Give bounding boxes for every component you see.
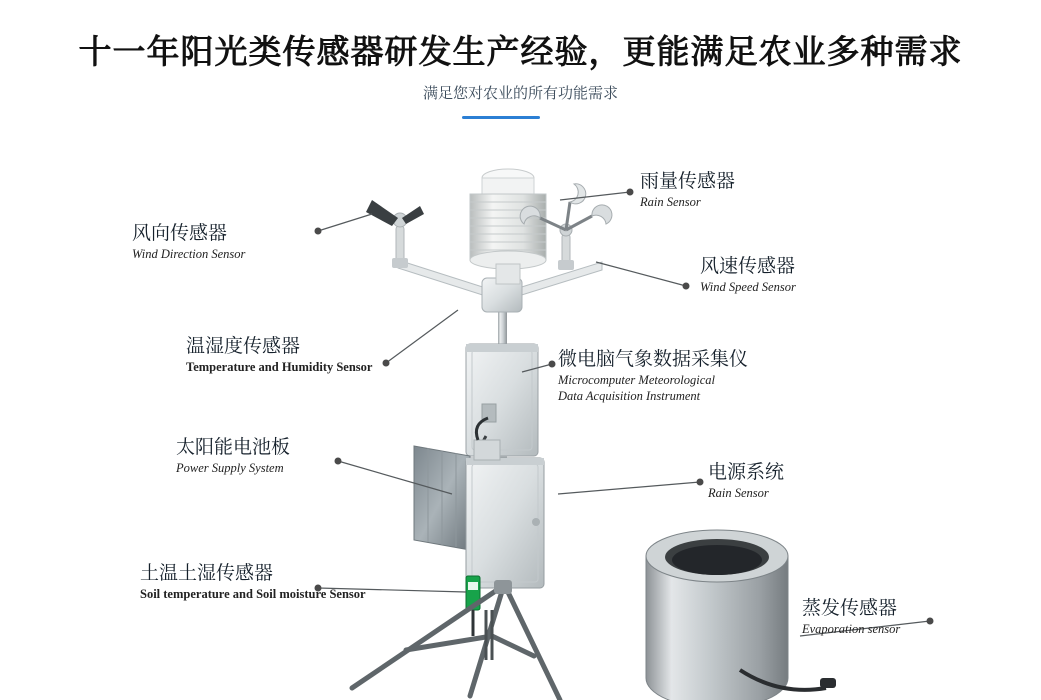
callout-data-logger xyxy=(558,348,748,404)
callout-rain-sensor-en: Rain Sensor xyxy=(640,194,701,209)
callout-evaporation-sensor-cn: 蒸发传感器 xyxy=(802,598,898,619)
callout-wind-direction-cn: 风向传感器 xyxy=(132,223,228,244)
callout-solar-panel xyxy=(176,436,290,476)
callout-evaporation-sensor-en: Evaporation sensor xyxy=(802,621,901,636)
callout-data-logger-cn: 微电脑气象数据采集仪 xyxy=(558,349,749,370)
callout-wind-direction-en: Wind Direction Sensor xyxy=(132,246,246,261)
page-subtitle: 满足您对农业的所有功能需求 xyxy=(422,85,618,102)
callout-temp-humidity xyxy=(186,335,372,375)
callout-temp-humidity-cn: 温湿度传感器 xyxy=(186,336,301,357)
callout-temp-humidity-en: Temperature and Humidity Sensor xyxy=(186,359,373,374)
callout-rain-sensor-cn: 雨量传感器 xyxy=(640,171,736,192)
callout-soil-sensor-cn: 土温土湿传感器 xyxy=(140,563,274,584)
callout-wind-direction xyxy=(132,222,245,262)
callout-data-logger-en2: Data Acquisition Instrument xyxy=(558,389,701,403)
page-title: 十一年阳光类传感器研发生产经验，更能满足农业多种需求 xyxy=(78,33,963,70)
callout-soil-sensor xyxy=(140,562,366,602)
callout-wind-speed-en: Wind Speed Sensor xyxy=(700,279,796,294)
callout-data-logger-en: Microcomputer Meteorological xyxy=(558,372,716,387)
callout-solar-panel-en: Power Supply System xyxy=(176,460,284,475)
callout-rain-sensor xyxy=(640,170,735,210)
callout-power-system-en: Rain Sensor xyxy=(708,485,769,500)
callout-wind-speed xyxy=(700,255,796,295)
callout-wind-speed-cn: 风速传感器 xyxy=(700,256,796,277)
callout-power-system-cn: 电源系统 xyxy=(708,462,785,483)
callout-evaporation-sensor xyxy=(802,597,900,637)
callout-power-system xyxy=(708,461,784,501)
callout-solar-panel-cn: 太阳能电池板 xyxy=(176,437,291,458)
callout-soil-sensor-en: Soil temperature and Soil moisture Sensor xyxy=(140,586,366,601)
